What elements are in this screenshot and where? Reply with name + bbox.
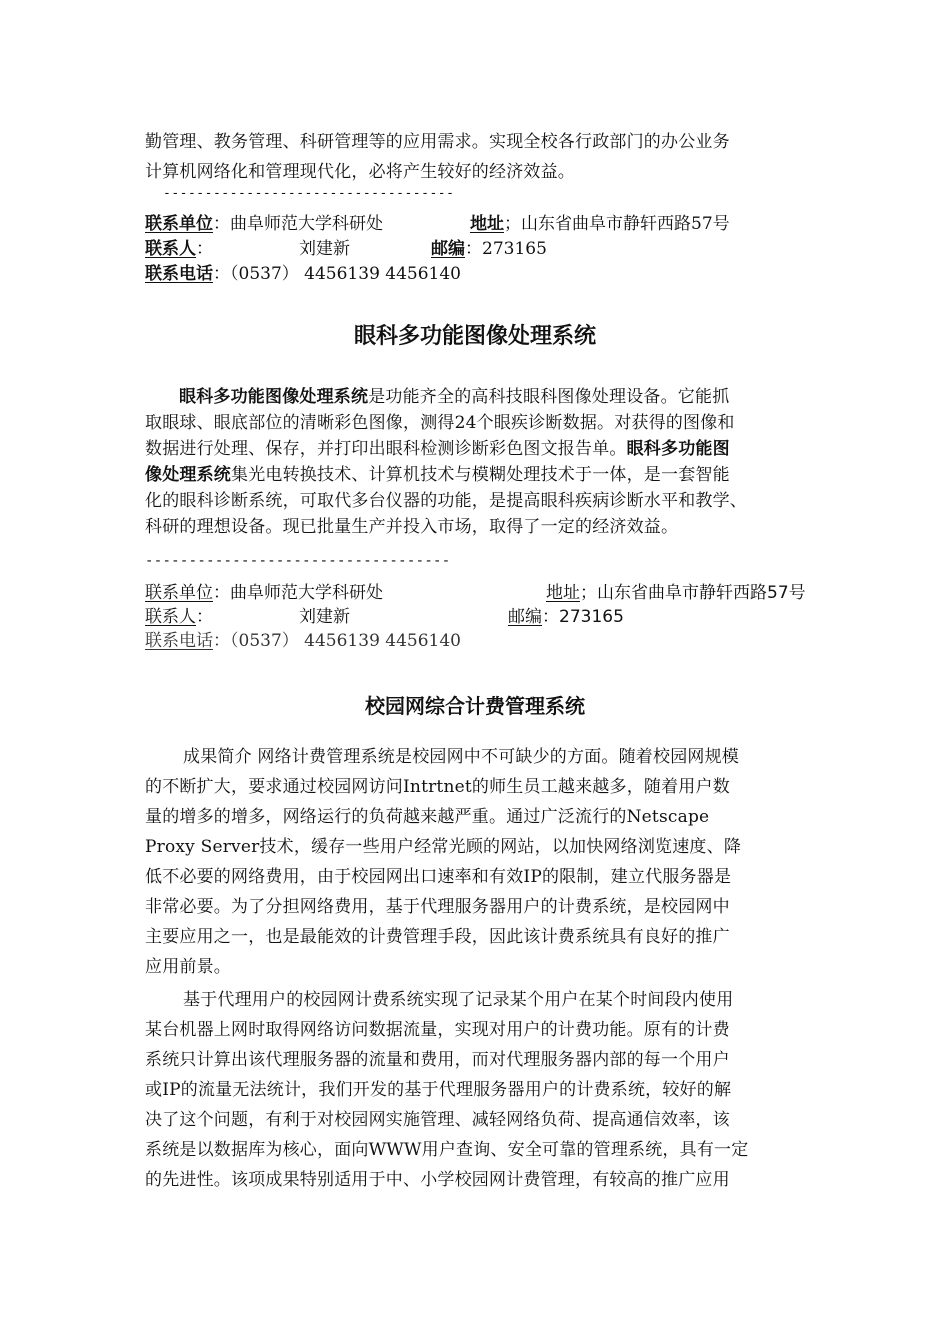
contact-unit-value: 曲阜师范大学科研处 [230,583,383,603]
contact-address-value: 山东省曲阜市静轩西路57号 [597,583,806,603]
contact-sep: ： [213,214,230,234]
contact-phone-label: 联系电话 [145,264,213,284]
contact-person-row [145,605,213,629]
contact-sep: ： [542,607,559,627]
divider: ----------------------------------- [145,553,451,569]
contact-unit-label: 联系单位 [145,214,213,234]
contact-person-value: 刘建新 [299,239,350,259]
contact-sep: ： [213,583,230,603]
contact-phone-row [145,629,461,653]
section-title: 校园网综合计费管理系统 [365,694,585,718]
contact-zip-row [508,605,624,629]
contact-sep: ； [504,214,521,234]
contact-address-row [546,581,806,605]
body-line [145,437,730,461]
contact-phone-value: （0537） 4456139 4456140 [230,264,461,284]
body-text: 集光电转换技术、计算机技术与模糊处理技术于一体，是一套智能 [231,465,730,485]
contact-zip-label: 邮编 [431,239,465,259]
divider: ----------------------------------- [163,186,455,201]
bold-term: 眼科多功能图像处理系统 [179,387,369,407]
contact-zip-value: 273165 [482,239,547,259]
body-line [179,385,729,409]
body-line: 决了这个问题，有利于对校园网实施管理、减轻网络负荷、提高通信效率，该 [145,1110,730,1130]
contact-unit-label: 联系单位 [145,583,213,603]
contact-person-value: 刘建新 [299,607,350,627]
contact-phone-row [145,262,461,286]
body-line: 化的眼科诊断系统，可取代多台仪器的功能，是提高眼科疾病诊断水平和教学、 [145,491,747,511]
contact-person-label: 联系人 [145,607,196,627]
contact-zip-row [431,237,547,261]
body-line: 的不断扩大，要求通过校园网访问Intrtnet的师生员工越来越多，随着用户数 [145,777,730,797]
contact-sep: ： [213,631,230,651]
body-line: 成果简介 网络计费管理系统是校园网中不可缺少的方面。随着校园网规模 [183,747,740,767]
contact-unit-value: 曲阜师范大学科研处 [230,214,383,234]
contact-phone-label: 联系电话 [145,631,213,651]
body-line: 系统只计算出该代理服务器的流量和费用，而对代理服务器内部的每一个用户 [145,1050,730,1070]
body-line [145,463,730,487]
contact-phone-value: （0537） 4456139 4456140 [230,631,461,651]
contact-person-label: 联系人 [145,239,196,259]
body-line: 系统是以数据库为核心，面向WWW用户查询、安全可靠的管理系统，具有一定 [145,1140,749,1160]
contact-sep: ； [580,583,597,603]
contact-unit-row [145,581,383,605]
contact-sep: ： [213,264,230,284]
body-line: 非常必要。为了分担网络费用，基于代理服务器用户的计费系统，是校园网中 [145,897,730,917]
contact-person-row [145,237,213,261]
bold-term: 像处理系统 [145,465,231,485]
section-title: 眼科多功能图像处理系统 [353,324,596,349]
body-line: 取眼球、眼底部位的清晰彩色图像，测得24个眼疾诊断数据。对获得的图像和 [145,413,735,433]
contact-address-value: 山东省曲阜市静轩西路57号 [521,214,730,234]
body-text: 是功能齐全的高科技眼科图像处理设备。它能抓 [368,387,730,407]
bold-term: 眼科多功能图 [626,439,730,459]
body-line: 主要应用之一，也是最能效的计费管理手段，因此该计费系统具有良好的推广 [145,927,730,947]
body-line: 科研的理想设备。现已批量生产并投入市场，取得了一定的经济效益。 [145,517,679,537]
body-line: 应用前景。 [145,957,231,977]
contact-zip-value: 273165 [559,607,624,627]
body-line: 量的增多的增多，网络运行的负荷越来越严重。通过广泛流行的Netscape [145,807,710,827]
contact-zip-label: 邮编 [508,607,542,627]
body-line: 的先进性。该项成果特别适用于中、小学校园网计费管理，有较高的推广应用 [145,1170,730,1190]
contact-unit-row [145,212,383,236]
body-text: 数据进行处理、保存，并打印出眼科检测诊断彩色图文报告单。 [145,439,627,459]
body-line: 勤管理、教务管理、科研管理等的应用需求。实现全校各行政部门的办公业务 [145,132,730,152]
body-line: 计算机网络化和管理现代化，必将产生较好的经济效益。 [145,162,575,182]
contact-address-label: 地址 [470,214,504,234]
body-line: 某台机器上网时取得网络访问数据流量，实现对用户的计费功能。原有的计费 [145,1020,730,1040]
contact-address-row [470,212,730,236]
contact-address-label: 地址 [546,583,580,603]
contact-sep: ： [196,607,213,627]
contact-sep: ： [196,239,213,259]
body-line: 基于代理用户的校园网计费系统实现了记录某个用户在某个时间段内使用 [183,990,734,1010]
body-line: 低不必要的网络费用，由于校园网出口速率和有效IP的限制，建立代服务器是 [145,867,732,887]
contact-sep: ： [465,239,482,259]
body-line: Proxy Server技术，缓存一些用户经常光顾的网站，以加快网络浏览速度、降 [145,837,742,857]
body-line: 或IP的流量无法统计，我们开发的基于代理服务器用户的计费系统，较好的解 [145,1080,732,1100]
